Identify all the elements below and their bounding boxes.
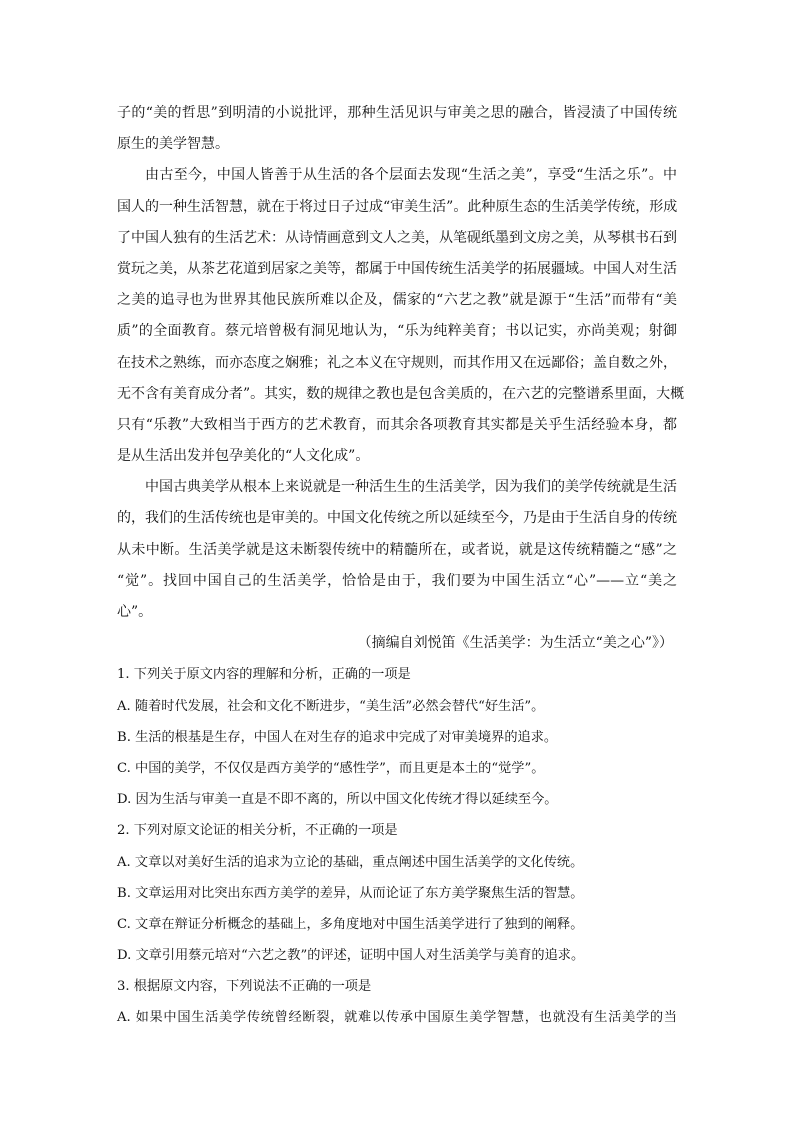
document-page [117, 98, 685, 1034]
question-2-option-d: D. 文章引用蔡元培对“六艺之教”的评述，证明中国人对生活美学与美育的追求。 [117, 948, 585, 964]
passage-line: “觉”。找回中国自己的生活美学，恰恰是由于，我们要为中国生活立“心”——立“美之 [117, 572, 677, 589]
question-2-option-a: A. 文章以对美好生活的追求为立论的基础，重点阐述中国生活美学的文化传统。 [117, 854, 584, 870]
question-1-stem: 1. 下列关于原文内容的理解和分析，正确的一项是 [117, 667, 411, 683]
passage-line: 原生的美学智慧。 [117, 136, 229, 153]
question-3-stem: 3. 根据原文内容，下列说法不正确的一项是 [117, 979, 372, 995]
source-citation: （摘编自刘悦笛《生活美学：为生活立“美之心”》） [357, 635, 673, 652]
question-1-option-b: B. 生活的根基是生存，中国人在对生存的追求中完成了对审美境界的追求。 [117, 729, 558, 745]
passage-line: 国人的一种生活智慧，就在于将过日子过成“审美生活”。此种原生态的生活美学传统，形成 [117, 198, 678, 215]
passage-line: 子的“美的哲思”到明清的小说批评，那种生活见识与审美之思的融合，皆浸渍了中国传统 [117, 105, 677, 121]
passage-line: 赏玩之美，从茶艺花道到居家之美等，都属于中国传统生活美学的拓展疆域。中国人对生活 [117, 260, 677, 277]
passage-line: 之美的追寻也为世界其他民族所难以企及，儒家的“六艺之教”就是源于“生活”而带有“美 [117, 292, 677, 309]
passage-line: 了中国人独有的生活艺术：从诗情画意到文人之美，从笔砚纸墨到文房之美，从琴棋书石到 [117, 229, 677, 246]
question-1-option-c: C. 中国的美学，不仅仅是西方美学的“感性学”，而且更是本土的“觉学”。 [117, 760, 545, 776]
passage-line: 中国古典美学从根本上来说就是一种活生生的生活美学，因为我们的美学传统就是生活 [145, 479, 677, 496]
question-1-option-d: D. 因为生活与审美一直是不即不离的，所以中国文化传统才得以延续至今。 [117, 792, 558, 808]
passage-line: 是从生活出发并包孕美化的“人文化成”。 [117, 448, 370, 465]
passage-line: 质”的全面教育。蔡元培曾极有洞见地认为，“乐为纯粹美育；书以记实，亦尚美观；射御 [117, 323, 677, 340]
passage-line: 只有“乐教”大致相当于西方的艺术教育，而其余各项教育其实都是关乎生活经验本身，都 [117, 416, 677, 433]
question-3-option-a: A. 如果中国生活美学传统曾经断裂，就难以传承中国原生美学智慧，也就没有生活美学的当 [117, 1010, 677, 1026]
passage-line: 心”。 [117, 604, 153, 620]
passage-line: 从未中断。生活美学就是这未断裂传统中的精髓所在，或者说，就是这传统精髓之“感”之 [117, 541, 677, 558]
question-2-stem: 2. 下列对原文论证的相关分析，不正确的一项是 [117, 823, 398, 839]
question-1-option-a: A. 随着时代发展，社会和文化不断进步，“美生活”必然会替代“好生活”。 [117, 698, 545, 714]
question-2-option-b: B. 文章运用对比突出东西方美学的差异，从而论证了东方美学聚焦生活的智慧。 [117, 885, 584, 901]
passage-line: 无不含有美育成分者”。其实，数的规律之教也是包含美质的，在六艺的完整谱系里面，大概 [117, 385, 685, 402]
passage-line: 由古至今，中国人皆善于从生活的各个层面去发现“生活之美”，享受“生活之乐”。中 [145, 167, 677, 184]
passage-line: 在技术之熟练，而亦态度之娴雅；礼之本义在守规则，而其作用又在远鄙俗；盖自数之外， [117, 354, 677, 371]
question-2-option-c: C. 文章在辩证分析概念的基础上，多角度地对中国生活美学进行了独到的阐释。 [117, 916, 584, 932]
passage-line: 的，我们的生活传统也是审美的。中国文化传统之所以延续至今，乃是由于生活自身的传统 [117, 510, 677, 527]
